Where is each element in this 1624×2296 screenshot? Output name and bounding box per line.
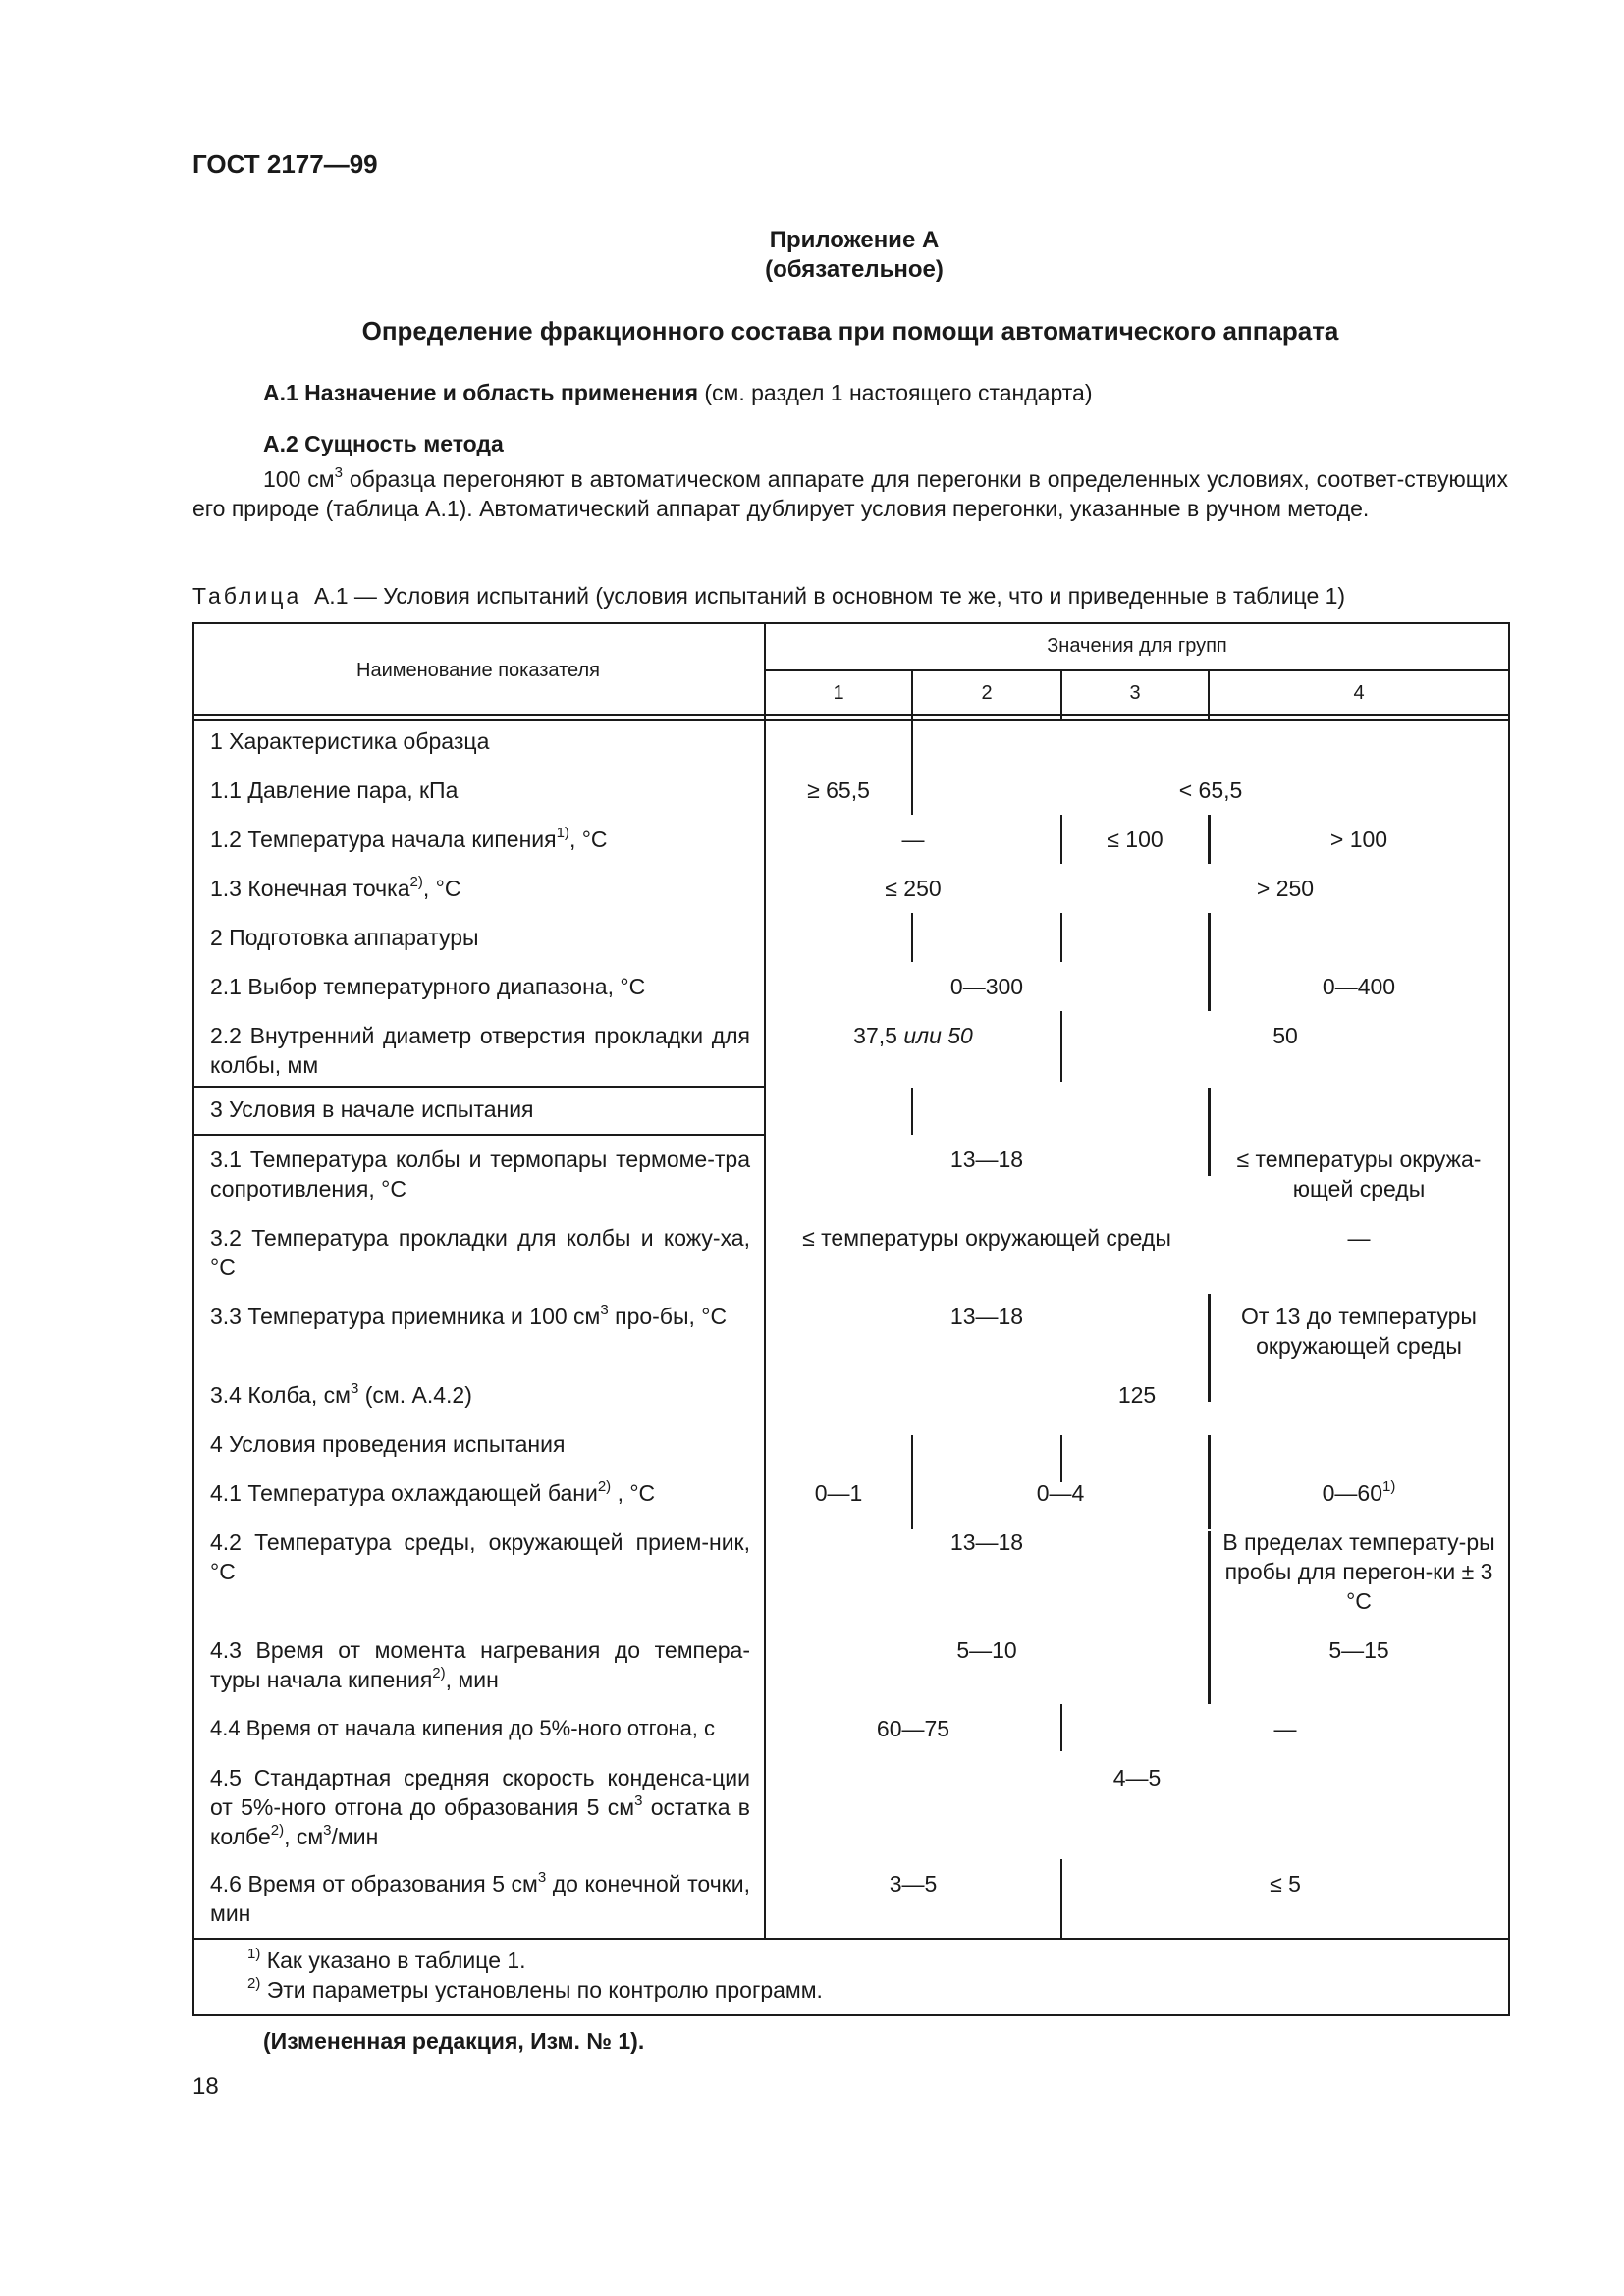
r45-all: 4—5	[1112, 1765, 1162, 1790]
r21-groups123: 0—300	[949, 974, 1024, 999]
appendix-title: Приложение А	[769, 227, 940, 253]
r32-group4: —	[1347, 1225, 1371, 1251]
conditions-table	[192, 622, 1510, 2016]
r46-groups12: 3—5	[889, 1871, 938, 1896]
row-1-1-label: 1.1 Давление пара, кПа	[210, 777, 459, 803]
row-2-2-label: 2.2 Внутренний диаметр отверстия прокладки для колбы, мм	[210, 1023, 750, 1078]
group-4: 4	[1353, 682, 1365, 704]
row-3-1-label: 3.1 Температура колбы и термопары термоме-тра сопротивления, °С	[210, 1147, 750, 1201]
r41-group4: 0—60$^{1)}$	[1322, 1478, 1396, 1506]
r42-group4: В пределах температу-ры пробы для перегон-ки ± 3 °С	[1222, 1529, 1495, 1614]
sep-section3-bottom	[192, 1134, 766, 1136]
footnote-1: $^{1)}$ Как указано в таблице 1.	[247, 1946, 526, 1973]
row-1-3-label: 1.3 Конечная точка$^{2)}$, °С	[210, 874, 461, 901]
r33-group4: От 13 до температуры окружающей среды	[1241, 1304, 1477, 1359]
row-3-label: 3 Условия в начале испытания	[210, 1096, 534, 1122]
r12-groups12: —	[901, 827, 925, 852]
sep-r3-col4	[1208, 1088, 1211, 1176]
row-3-3-label: 3.3 Температура приемника и 100 $см^3$ про-бы, °С	[210, 1302, 728, 1329]
paragraph-a2: 100 $см^3$ образца перегоняют в автоматическом аппарате для перегонки в определенных условиях, соответ-ствующих его природе (таблица А.1). Автоматический аппарат дублирует условия перегонки, указанные в ручном методе.	[192, 464, 1509, 521]
r33-groups123: 13—18	[949, 1304, 1024, 1329]
a1-text: (см. раздел 1 настоящего стандарта)	[698, 380, 1093, 405]
r41-groups23: 0—4	[1036, 1480, 1085, 1506]
sep-r3-col2	[911, 1088, 913, 1135]
row-1-label: 1 Характеристика образца	[210, 728, 490, 754]
row-4-2-label: 4.2 Температура среды, окружающей прием-ник, °С	[210, 1529, 750, 1584]
r32-groups123: ≤ температуры окружающей среды	[802, 1225, 1171, 1251]
row-3-4-label: 3.4 Колба, $см^3$ (см. А.4.2)	[210, 1380, 472, 1408]
page-number: 18	[192, 2073, 219, 2100]
row-4-5-label: 4.5 Стандартная средняя скорость конденса-ции от 5%-ного отгона до образования 5 $см^3$ остатка в колбе$^{2)}$, $см^3$/мин	[210, 1765, 750, 1849]
r11-groups234: < 65,5	[1178, 777, 1243, 803]
r46-groups34: ≤ 5	[1270, 1871, 1301, 1896]
r31-group4: ≤ температуры окружа-ющей среды	[1236, 1147, 1482, 1201]
row-4-4-label: 4.4 Время от начала кипения до 5%-ного отгона, с	[210, 1716, 716, 1740]
header-bottom-1	[192, 714, 1510, 716]
r21-group4: 0—400	[1322, 974, 1396, 999]
a1-heading: А.1 Назначение и область применения	[263, 380, 698, 405]
r41-group1: 0—1	[814, 1480, 863, 1506]
group-3: 3	[1129, 682, 1141, 704]
row-2-label: 2 Подготовка аппаратуры	[210, 925, 479, 950]
revision-note: (Измененная редакция, Изм. № 1).	[263, 2028, 645, 2054]
appendix-status: (обязательное)	[765, 256, 944, 283]
header-divider	[764, 669, 1510, 671]
a2-heading: А.2 Сущность метода	[263, 431, 504, 456]
r11-group1: ≥ 65,5	[807, 777, 870, 803]
r34-all: 125	[1117, 1382, 1157, 1408]
r43-group4: 5—15	[1328, 1637, 1389, 1663]
r12-group4: > 100	[1329, 827, 1388, 852]
r42-groups123: 13—18	[949, 1529, 1024, 1555]
table-caption	[192, 581, 1508, 611]
r44-groups34: —	[1273, 1716, 1297, 1741]
sep-r2-col2	[911, 913, 913, 962]
table-caption-word: Таблица	[192, 583, 302, 609]
row-1-2-label: 1.2 Температура начала кипения$^{1)}$, °С	[210, 825, 608, 852]
paragraph-a1	[192, 378, 1508, 407]
table-caption-text: А.1 — Условия испытаний (условия испытаний в основном те же, что и приведенные в таблице 1)	[313, 583, 1346, 609]
r22-groups34: 50	[1272, 1023, 1298, 1048]
r13-groups12: ≤ 250	[885, 876, 942, 901]
row-4-3-label: 4.3 Время от момента нагревания до темпера-туры начала кипения$^{2)}$, мин	[210, 1637, 750, 1692]
r13-groups34: > 250	[1256, 876, 1315, 901]
appendix-heading	[0, 226, 1624, 285]
group-1: 1	[833, 682, 844, 704]
sep-r4-col3	[1060, 1435, 1062, 1482]
r43-groups123: 5—10	[956, 1637, 1017, 1663]
table-border-top	[192, 622, 1510, 624]
sep-r42-col4	[1208, 1531, 1211, 1704]
header-group-values: Значения для групп	[1047, 635, 1227, 657]
row-4-6-label: 4.6 Время от образования 5 $см^3$ до конечной точки, мин	[210, 1869, 750, 1926]
r12-group3: ≤ 100	[1107, 827, 1164, 852]
sep-r2-col3	[1060, 913, 1062, 962]
document-id: ГОСТ 2177—99	[192, 149, 378, 179]
section-title: Определение фракционного состава при помощи автоматического аппарата	[361, 316, 1339, 346]
r44-groups12: 60—75	[876, 1716, 950, 1741]
row-4-1-label: 4.1 Температура охлаждающей бани$^{2)}$ , °С	[210, 1478, 656, 1506]
header-bottom-2	[192, 719, 1510, 721]
r22-groups12: 37,5 или 50	[853, 1023, 973, 1048]
table-border-bottom	[192, 2014, 1510, 2016]
row-4-label: 4 Условия проведения испытания	[210, 1431, 566, 1457]
sep-section3-top	[192, 1086, 766, 1088]
row-2-1-label: 2.1 Выбор температурного диапазона, °С	[210, 974, 646, 999]
header-indicator-name: Наименование показателя	[356, 660, 600, 681]
group-2: 2	[981, 682, 993, 704]
r31-groups123: 13—18	[949, 1147, 1024, 1172]
table-border-right	[1508, 622, 1510, 2016]
footnote-divider	[192, 1938, 1510, 1940]
footnote-2: $^{2)}$ Эти параметры установлены по контролю программ.	[247, 1975, 823, 2002]
table-border-left	[192, 622, 194, 2016]
row-3-2-label: 3.2 Температура прокладки для колбы и кожу-ха, °С	[210, 1225, 750, 1280]
